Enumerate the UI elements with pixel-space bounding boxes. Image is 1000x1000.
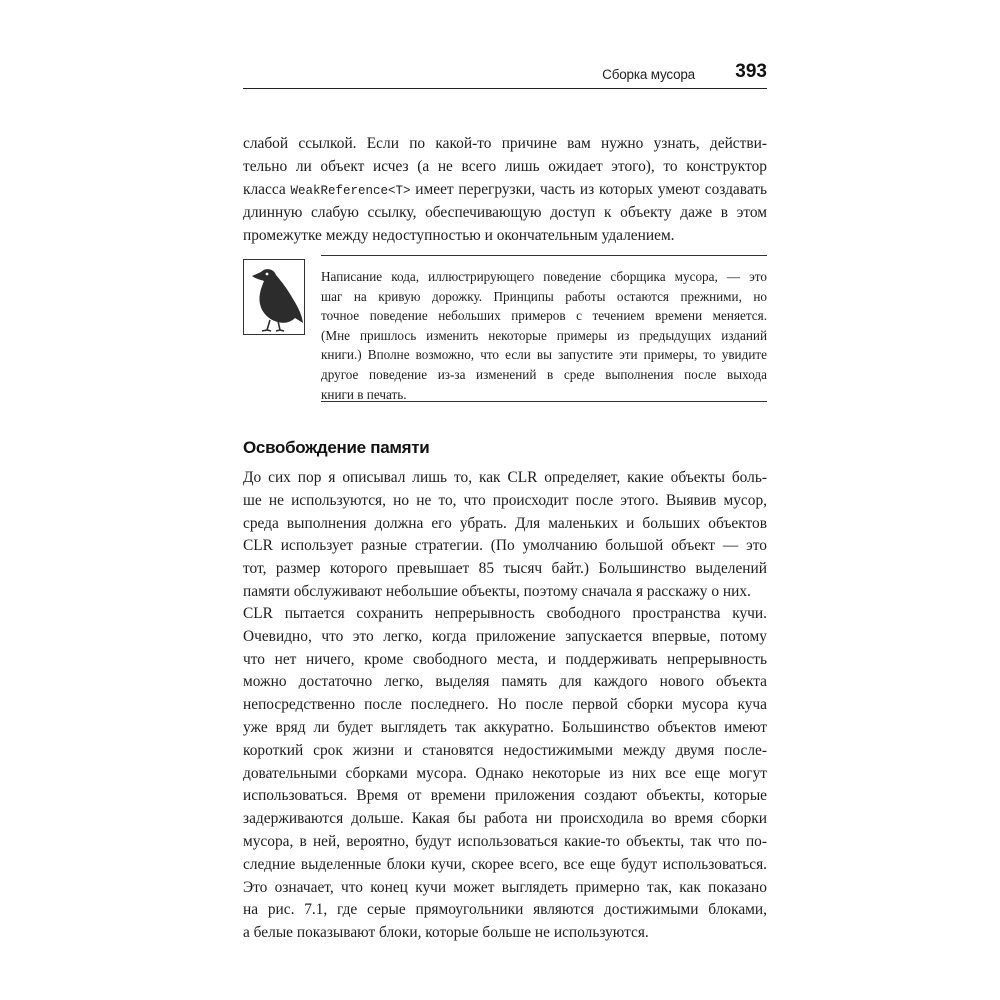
text-line: До сих пор я описывал лишь то, как CLR определяет, какие объекты боль-: [243, 469, 767, 486]
text-line: короткий срок жизни и становятся недостижимыми между двумя после-: [243, 741, 767, 759]
text-line: промежутке между недоступностью и окончательным удалением.: [243, 227, 675, 245]
text-line: среда выполнения должна его убрать. Для маленьких и больших объектов: [243, 514, 767, 532]
text-line: а белые показывают блоки, которые больше не используются.: [243, 924, 649, 942]
text-line: CLR пытается сохранить непрерывность свободного пространства кучи.: [243, 605, 767, 622]
inline-code: WeakReference<T>: [290, 183, 411, 198]
text-line: довательными сборками мусора. Однако некоторые из них все еще могут: [243, 764, 767, 782]
note-top-rule: [321, 255, 767, 256]
text-line: памяти обслуживают небольшие объекты, поэтому сначала я расскажу о них.: [243, 582, 751, 600]
text-line: ше не используются, но не то, что происходит после этого. Выявив мусор,: [243, 491, 767, 509]
note-line: другое поведение из-за изменений в среде выполнения после выхода: [321, 366, 767, 382]
body-paragraph-2: [243, 603, 767, 945]
text-line: задерживаются дольше. Какая бы работа ни происходила во время сборки: [243, 810, 767, 828]
text-line: слабой ссылкой. Если по какой-то причине вам нужно узнать, действи-: [243, 135, 767, 152]
text-line: тот, размер которого превышает 85 тысяч байт.) Большинство выделений: [243, 560, 767, 578]
text-line: CLR использует разные стратегии. (По умолчанию большой объект — это: [243, 537, 767, 555]
note-line: шаг на кривую дорожку. Принципы работы остаются прежними, но: [321, 288, 767, 304]
text-fragment: класса: [243, 180, 291, 198]
note-line: книги.) Вполне возможно, что если вы запустите эти примеры, то увидите: [321, 347, 767, 363]
note-text: [321, 267, 767, 404]
page-number: 393: [735, 61, 767, 82]
note-line: (Мне пришлось изменить некоторые примеры из предыдущих изданий: [321, 327, 767, 343]
note-line: книги в печать.: [321, 386, 407, 402]
warning-note: [243, 255, 767, 403]
running-title: Сборка мусора: [602, 67, 695, 82]
crow-icon-frame: [243, 259, 305, 335]
note-bottom-rule: [321, 401, 767, 402]
text-line: длинную слабую ссылку, обеспечивающую доступ к объекту даже в этом: [243, 204, 767, 222]
text-line: мусора, в ней, вероятно, будут использоваться какие-то объекты, так что по-: [243, 832, 767, 850]
text-line: следние выделенные блоки кучи, скорее всего, все еще будут использоваться.: [243, 855, 767, 873]
text-line: можно достаточно легко, выделяя память для каждого нового объекта: [243, 673, 767, 691]
text-line: Это означает, что конец кучи может выглядеть примерно так, как показано: [243, 878, 767, 896]
section-heading: Освобождение памяти: [243, 438, 430, 457]
note-line: Написание кода, иллюстрирующего поведение сборщика мусора, — это: [321, 269, 767, 284]
text-line: что нет ничего, кроме свободного места, и поддерживать непрерывность: [243, 650, 767, 668]
text-line: непосредственно после последнего. Но после первой сборки мусора куча: [243, 696, 767, 714]
text-line: Очевидно, что это легко, когда приложение запускается впервые, потому: [243, 627, 767, 645]
text-line: использоваться. Время от времени приложения создают объекты, которые: [243, 787, 767, 805]
note-line: точное поведение небольших примеров с течением времени меняется.: [321, 308, 767, 324]
text-line: на рис. 7.1, где серые прямоугольники являются достижимыми блоками,: [243, 901, 767, 919]
intro-paragraph: [243, 133, 767, 248]
text-line: тельно ли объект исчез (а не всего лишь ожидает этого), то конструктор: [243, 157, 767, 175]
running-header: [243, 60, 767, 89]
body-paragraph-1: [243, 467, 767, 604]
text-line: уже вряд ли будет выглядеть так аккуратно. Большинство объектов имеют: [243, 718, 767, 736]
crow-icon: [244, 260, 304, 334]
text-line-with-code: [243, 179, 767, 203]
text-fragment: имеет перегрузки, часть из которых умеют создавать: [410, 180, 767, 198]
